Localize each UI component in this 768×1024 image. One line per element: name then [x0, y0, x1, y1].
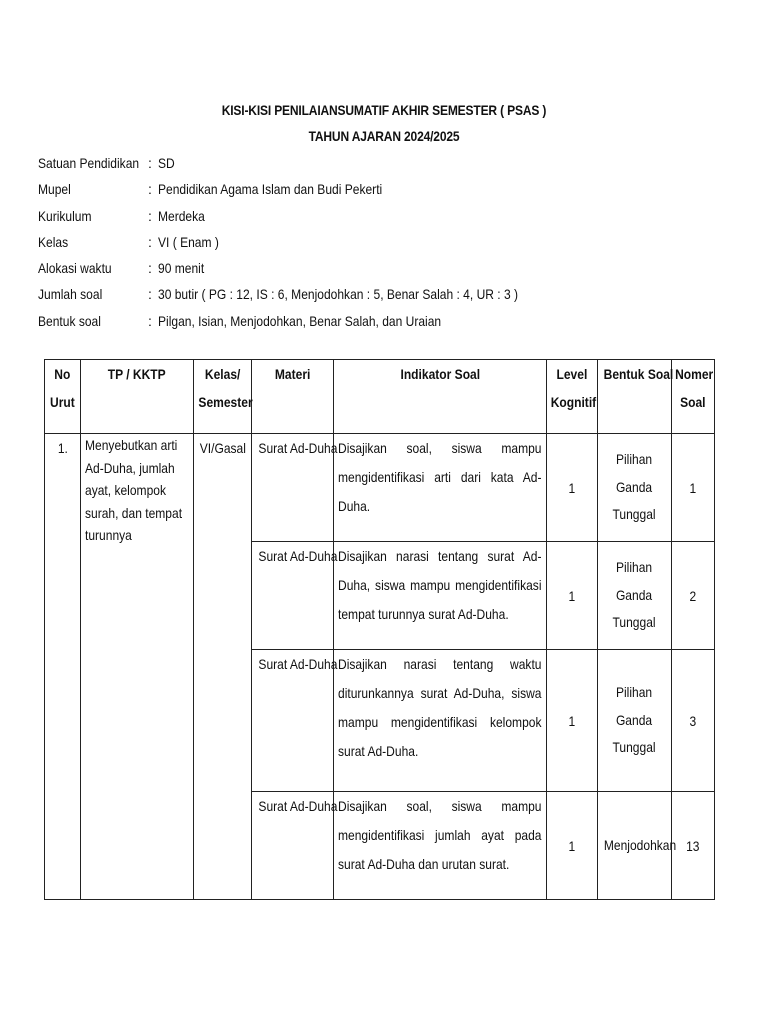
- cell-materi: Surat Ad-Duha: [252, 650, 334, 792]
- header-no-urut: No Urut: [45, 360, 81, 434]
- cell-no-urut: 1.: [45, 434, 81, 900]
- info-label: Kurikulum: [38, 207, 92, 224]
- info-colon: :: [148, 207, 152, 224]
- info-value: Pilgan, Isian, Menjodohkan, Benar Salah, dan Uraian: [158, 312, 442, 329]
- cell-level: 1: [547, 650, 598, 792]
- table-header-row: [45, 360, 715, 434]
- header-kelas-semester: Kelas/ Semester: [194, 360, 252, 434]
- info-row-jumlah: [38, 284, 738, 310]
- document-subtitle: TAHUN AJARAN 2024/2025: [308, 128, 460, 144]
- cell-nomer: 3: [672, 650, 715, 792]
- info-label: Mupel: [38, 181, 71, 198]
- cell-materi: Surat Ad-Duha: [252, 542, 334, 650]
- info-colon: :: [148, 312, 152, 329]
- info-label: Satuan Pendidikan: [38, 155, 140, 171]
- info-row-bentuk: [38, 311, 738, 337]
- cell-kelas-semester: VI/Gasal: [194, 434, 252, 900]
- cell-bentuk: Pilihan Ganda Tunggal: [598, 650, 672, 792]
- identity-block: [38, 153, 738, 337]
- info-value: Merdeka: [158, 207, 205, 224]
- cell-level: 1: [547, 542, 598, 650]
- info-value: SD: [158, 155, 175, 171]
- cell-level: 1: [547, 434, 598, 542]
- cell-indikator: Disajikan soal, siswa mampu mengidentifikasi arti dari kata Ad-Duha.: [334, 434, 547, 542]
- info-value: Pendidikan Agama Islam dan Budi Pekerti: [158, 181, 383, 198]
- info-colon: :: [148, 260, 152, 277]
- info-value: VI ( Enam ): [158, 233, 219, 250]
- header-materi: Materi: [252, 360, 334, 434]
- info-colon: :: [148, 155, 152, 171]
- table-row: [45, 434, 715, 542]
- info-value: 30 butir ( PG : 12, IS : 6, Menjodohkan : 5, Benar Salah : 4, UR : 3 ): [158, 286, 519, 303]
- info-row-kelas: [38, 232, 738, 258]
- cell-indikator: Disajikan soal, siswa mampu mengidentifikasi jumlah ayat pada surat Ad-Duha dan urutan surat.: [334, 792, 547, 900]
- info-colon: :: [148, 286, 152, 303]
- info-row-satuan: [38, 153, 738, 179]
- info-colon: :: [148, 181, 152, 198]
- info-label: Alokasi waktu: [38, 260, 112, 277]
- cell-nomer: 2: [672, 542, 715, 650]
- info-label: Jumlah soal: [38, 286, 103, 303]
- cell-nomer: 1: [672, 434, 715, 542]
- info-value: 90 menit: [158, 260, 205, 277]
- header-tp-kktp: TP / KKTP: [81, 360, 194, 434]
- cell-level: 1: [547, 792, 598, 900]
- cell-bentuk: Pilihan Ganda Tunggal: [598, 434, 672, 542]
- kisi-kisi-table: [44, 359, 715, 900]
- cell-materi: Surat Ad-Duha: [252, 792, 334, 900]
- cell-nomer: 13: [672, 792, 715, 900]
- info-label: Bentuk soal: [38, 312, 101, 329]
- info-row-alokasi: [38, 258, 738, 284]
- cell-bentuk: Menjodohkan: [598, 792, 672, 900]
- info-row-mupel: [38, 179, 738, 205]
- document-title: KISI-KISI PENILAIANSUMATIF AKHIR SEMESTER ( PSAS ): [221, 102, 547, 118]
- header-nomer-soal: Nomer Soal: [672, 360, 715, 434]
- cell-materi: Surat Ad-Duha: [252, 434, 334, 542]
- cell-bentuk: Pilihan Ganda Tunggal: [598, 542, 672, 650]
- cell-indikator: Disajikan narasi tentang waktu diturunkannya surat Ad-Duha, siswa mampu mengidentifikasi kelompok surat Ad-Duha.: [334, 650, 547, 792]
- info-row-kurikulum: [38, 206, 738, 232]
- info-label: Kelas: [38, 233, 69, 250]
- header-indikator-soal: Indikator Soal: [334, 360, 547, 434]
- cell-tp-kktp: Menyebutkan arti Ad-Duha, jumlah ayat, kelompok surah, dan tempat turunnya: [81, 434, 194, 900]
- cell-indikator: Disajikan narasi tentang surat Ad-Duha, siswa mampu mengidentifikasi tempat turunnya surat Ad-Duha.: [334, 542, 547, 650]
- header-level-kognitif: Level Kognitif: [547, 360, 598, 434]
- header-bentuk-soal: Bentuk Soal: [598, 360, 672, 434]
- info-colon: :: [148, 233, 152, 250]
